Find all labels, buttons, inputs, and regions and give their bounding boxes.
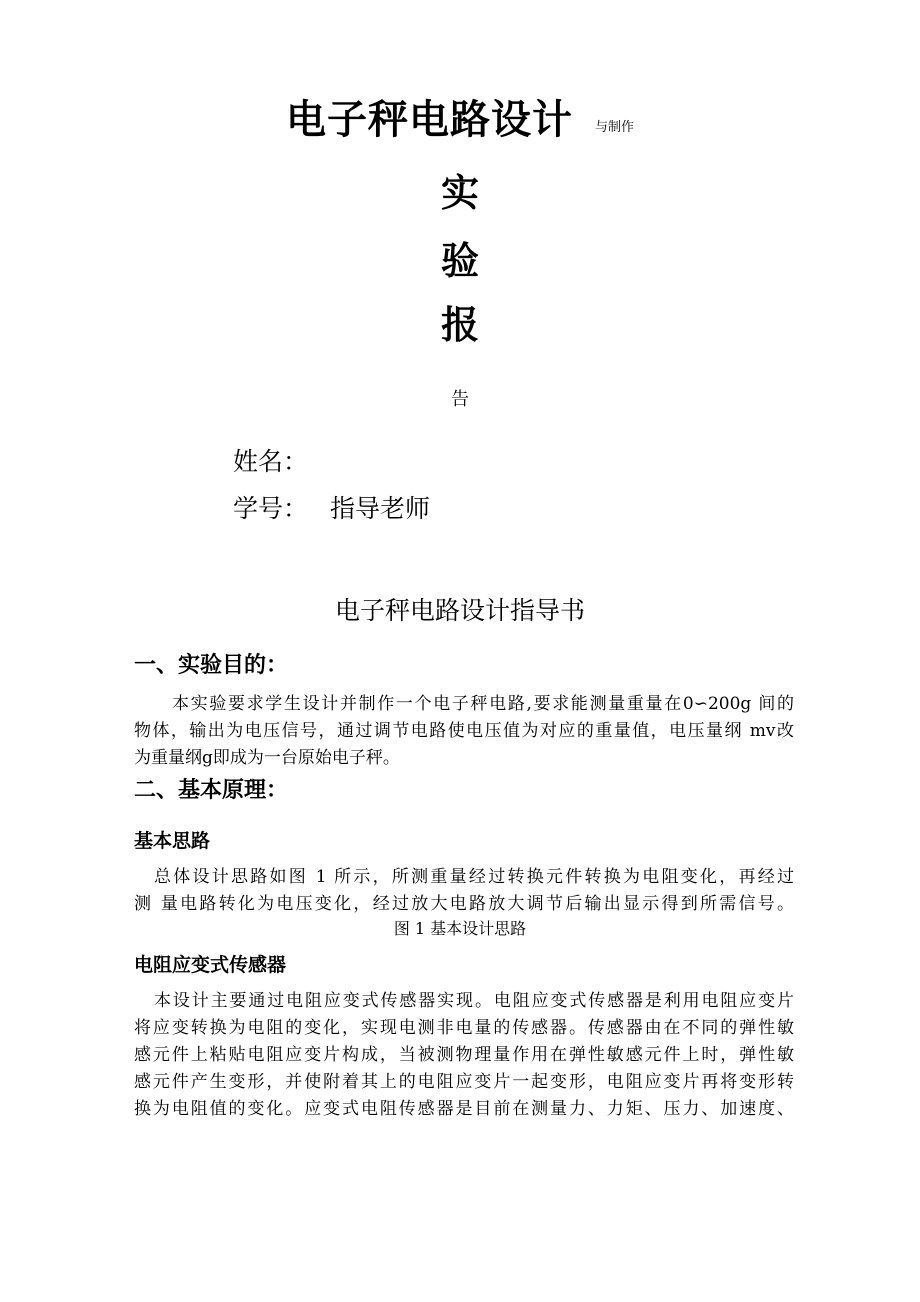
guide-title: 电子秤电路设计指导书 (334, 596, 585, 625)
vertical-title-char-1: 实 (440, 171, 479, 215)
paragraph-line: 物体，输出为电压信号，通过调节电路使电压值为对应的重量值，电压量纲 mv改 (134, 721, 794, 741)
paragraph-line: 本设计主要通过电阻应变式传感器实现。电阻应变式传感器是利用电阻应变片 (154, 991, 794, 1011)
paragraph-line: 总体设计思路如图 1 所示，所测重量经过转换元件转换为电阻变化，再经过 (154, 867, 794, 887)
subsection-basic-idea-paragraph (134, 864, 794, 918)
paragraph-line: 本实验要求学生设计并制作一个电子秤电路,要求能测量重量在0∽200g 间的 (172, 694, 794, 714)
paragraph-line: 换为电阻值的变化。应变式电阻传感器是目前在测量力、力矩、压力、加速度、 (134, 1099, 794, 1119)
subsection-strain-sensor-heading: 电阻应变式传感器 (134, 954, 287, 976)
vertical-title-char-4: 告 (451, 389, 469, 410)
paragraph-line: 感元件产生变形，并使附着其上的电阻应变片一起变形，电阻应变片再将变形转 (134, 1072, 794, 1092)
subsection-strain-sensor-paragraph (134, 988, 794, 1123)
section-2-heading: 二、基本原理： (134, 778, 289, 803)
vertical-title-char-3: 报 (440, 303, 479, 347)
advisor-label: 指导老师 (330, 494, 431, 523)
paragraph-line: 感元件上粘贴电阻应变片构成，当被测物理量作用在弹性敏感元件上时，弹性敏 (134, 1045, 794, 1065)
paragraph-line: 为重量纲g即成为一台原始电子秤。 (134, 748, 400, 768)
name-label: 姓名： (233, 447, 309, 476)
figure-caption: 图 1 基本设计思路 (393, 919, 527, 938)
vertical-title-char-2: 验 (440, 239, 479, 283)
cover-title-main: 电子秤电路设计 (285, 97, 573, 143)
paragraph-line: 测 量电路转化为电压变化，经过放大电路放大调节后输出显示得到所需信号。 (134, 894, 794, 914)
cover-title-suffix: 与制作 (594, 120, 634, 135)
paragraph-line: 将应变转换为电阻的变化，实现电测非电量的传感器。传感器由在不同的弹性敏 (134, 1018, 794, 1038)
section-1-heading: 一、实验目的： (134, 653, 289, 678)
cover-title (0, 88, 920, 145)
section-1-paragraph (134, 691, 794, 772)
student-id-label: 学号： (233, 494, 309, 523)
subsection-basic-idea-heading: 基本思路 (134, 830, 211, 852)
